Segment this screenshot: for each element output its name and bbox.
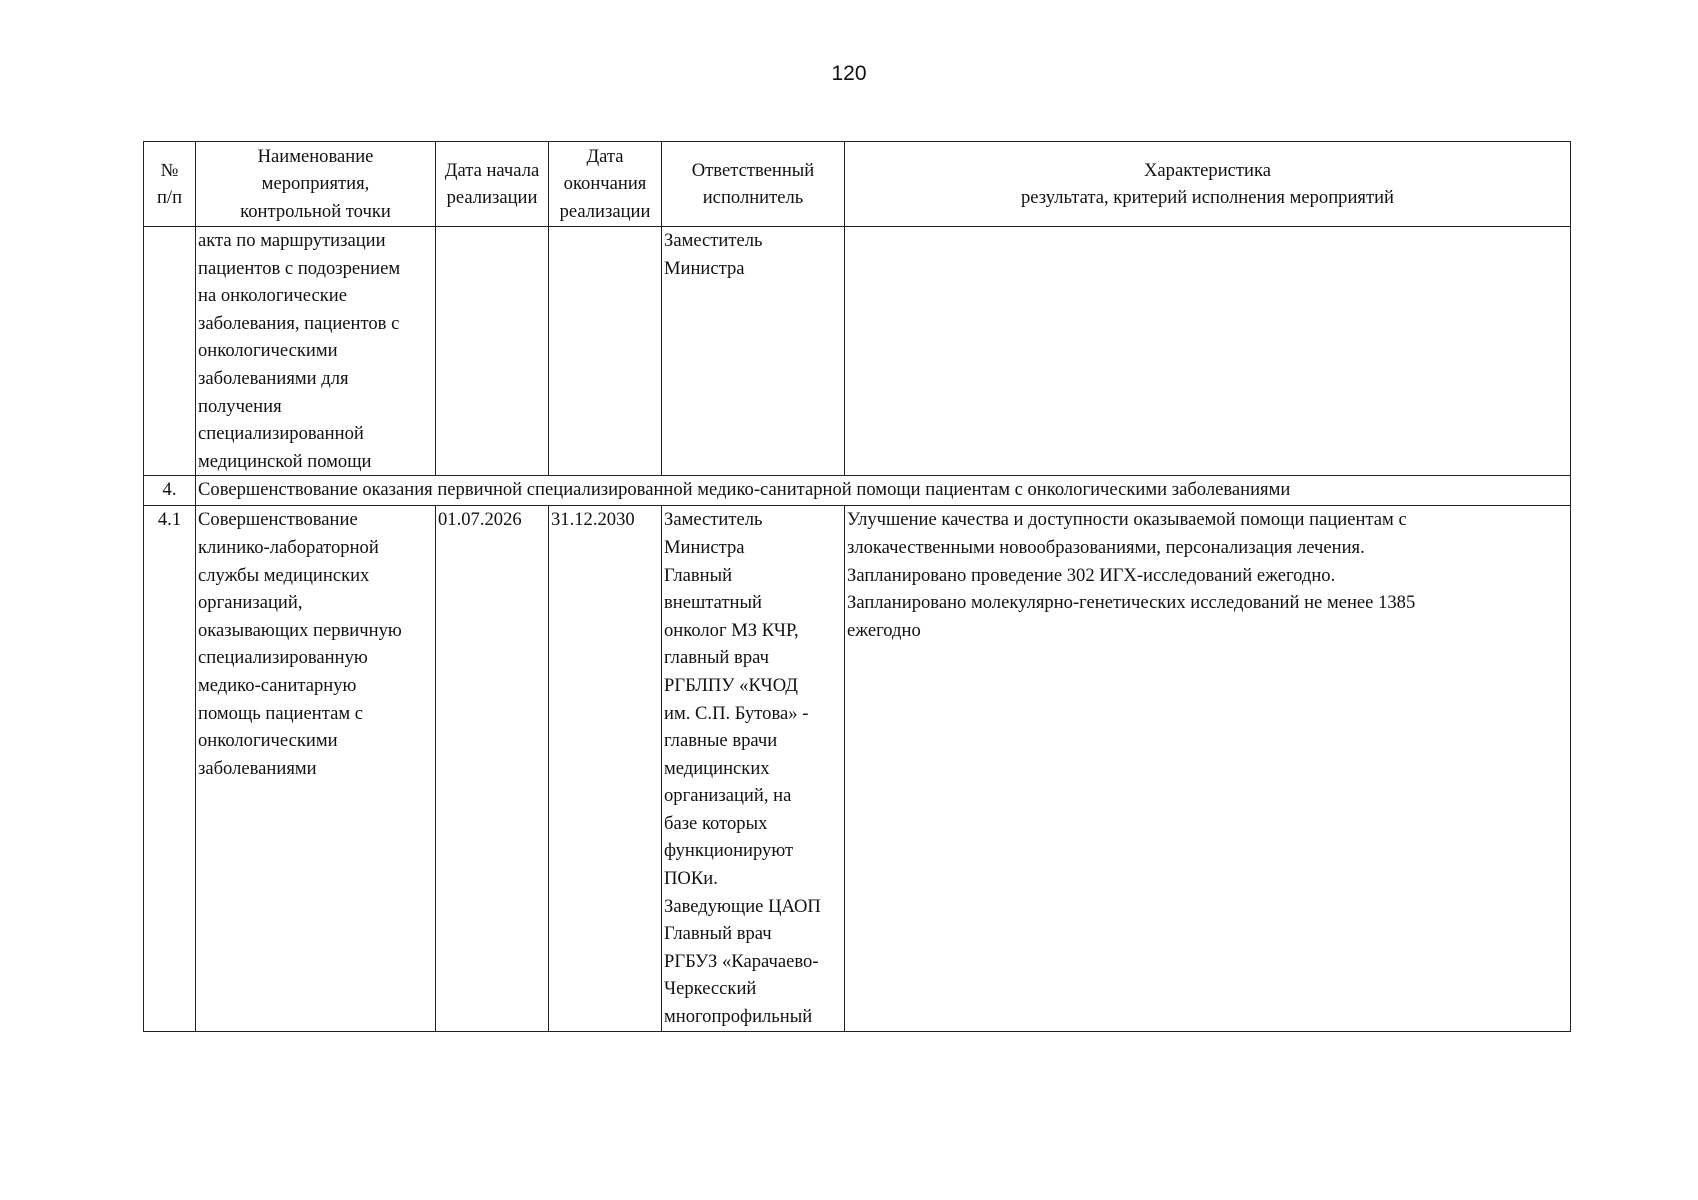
header-start-date: Дата начала реализации (436, 142, 549, 227)
row-end-date (549, 227, 662, 476)
row-responsible: Заместитель Министра Главный внештатный онколог МЗ КЧР, главный врач РГБЛПУ «КЧОД им. С.П. Бутова» - главные врачи медицинских организаций, на базе которых функционируют ПОКи. Заведующие ЦАОП Главный врач РГБУЗ «Карачаево- Черкесский многопрофильный (662, 506, 845, 1031)
table-row (144, 506, 1571, 1031)
row-name: акта по маршрутизации пациентов с подозрением на онкологические заболевания, пациентов с онкологическими заболеваниями для получения специализированной медицинской помощи (196, 227, 436, 476)
row-result (845, 227, 1571, 476)
header-end-date: Дата окончания реализации (549, 142, 662, 227)
section-num: 4. (144, 476, 196, 506)
row-num (144, 227, 196, 476)
header-name: Наименование мероприятия, контрольной точки (196, 142, 436, 227)
row-end-date: 31.12.2030 (549, 506, 662, 1031)
header-num: № п/п (144, 142, 196, 227)
row-result: Улучшение качества и доступности оказываемой помощи пациентам с злокачественными новообразованиями, персонализация лечения. Запланировано проведение 302 ИГХ-исследований ежегодно. Запланировано молекулярно-генетических исследований не менее 1385 ежегодно (845, 506, 1571, 1031)
row-name: Совершенствование клинико-лабораторной службы медицинских организаций, оказывающих первичную специализированную медико-санитарную помощь пациентам с онкологическими заболеваниями (196, 506, 436, 1031)
page-number: 120 (831, 62, 867, 85)
row-start-date (436, 227, 549, 476)
section-title: Совершенствование оказания первичной специализированной медико-санитарной помощи пациентам с онкологическими заболеваниями (196, 476, 1571, 506)
header-responsible: Ответственный исполнитель (662, 142, 845, 227)
row-responsible: Заместитель Министра (662, 227, 845, 476)
measures-table (143, 141, 1571, 1032)
row-start-date: 01.07.2026 (436, 506, 549, 1031)
row-num: 4.1 (144, 506, 196, 1031)
table-row (144, 227, 1571, 476)
header-result: Характеристика результата, критерий исполнения мероприятий (845, 142, 1571, 227)
table-header-row (144, 142, 1571, 227)
section-row (144, 476, 1571, 506)
